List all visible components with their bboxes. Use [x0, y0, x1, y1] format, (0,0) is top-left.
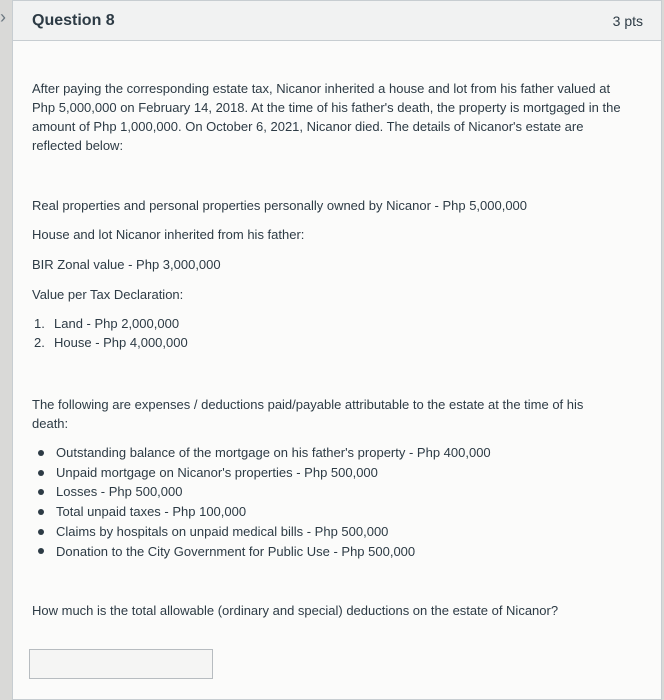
real-properties-text: Real properties and personal properties personally owned by Nicanor - Php 5,000,000: [32, 198, 528, 213]
list-item: Losses - Php 500,000: [34, 482, 491, 502]
bullet-icon: [38, 470, 44, 476]
question-title: Question 8: [32, 11, 115, 29]
answer-input[interactable]: [29, 649, 213, 679]
list-item: Unpaid mortgage on Nicanor's properties - Php 500,000: [34, 463, 491, 483]
bullet-icon: [38, 529, 44, 535]
question-intro: After paying the corresponding estate tax, Nicanor inherited a house and lot from his father valued at Php 5,000,000 on February 14, 2018. At the time of his father's death, the property is mortgaged in the amount of Php 1,000,000. On October 6, 2021, Nicanor died. The details of Nicanor's estate are reflected below:: [32, 81, 621, 153]
question-card: [12, 0, 662, 700]
list-item: Claims by hospitals on unpaid medical bills - Php 500,000: [34, 522, 491, 542]
question-prompt: How much is the total allowable (ordinary and special) deductions on the estate of Nicanor?: [32, 603, 559, 618]
bullet-icon: [38, 450, 44, 456]
question-points: 3 pts: [612, 12, 643, 29]
list-item: 2. House - Php 4,000,000: [34, 335, 188, 350]
house-lot-label: House and lot Nicanor inherited from his father:: [32, 227, 305, 242]
tax-declaration-label: Value per Tax Declaration:: [32, 287, 184, 302]
list-item: Outstanding balance of the mortgage on his father's property - Php 400,000: [34, 443, 491, 463]
question-header: [13, 1, 661, 41]
list-item: Donation to the City Government for Public Use - Php 500,000: [34, 542, 491, 562]
bullet-icon: [38, 489, 44, 495]
bullet-icon: [38, 548, 44, 554]
expenses-label: The following are expenses / deductions paid/payable attributable to the estate at the time of his death:: [32, 397, 584, 431]
chevron-right-icon[interactable]: ›: [0, 7, 6, 27]
list-item: 1. Land - Php 2,000,000: [34, 316, 180, 331]
tax-declaration-list: [34, 314, 188, 352]
list-item: Total unpaid taxes - Php 100,000: [34, 502, 491, 522]
bir-zonal-text: BIR Zonal value - Php 3,000,000: [32, 257, 221, 272]
bullet-icon: [38, 509, 44, 515]
expenses-list: [34, 443, 491, 561]
